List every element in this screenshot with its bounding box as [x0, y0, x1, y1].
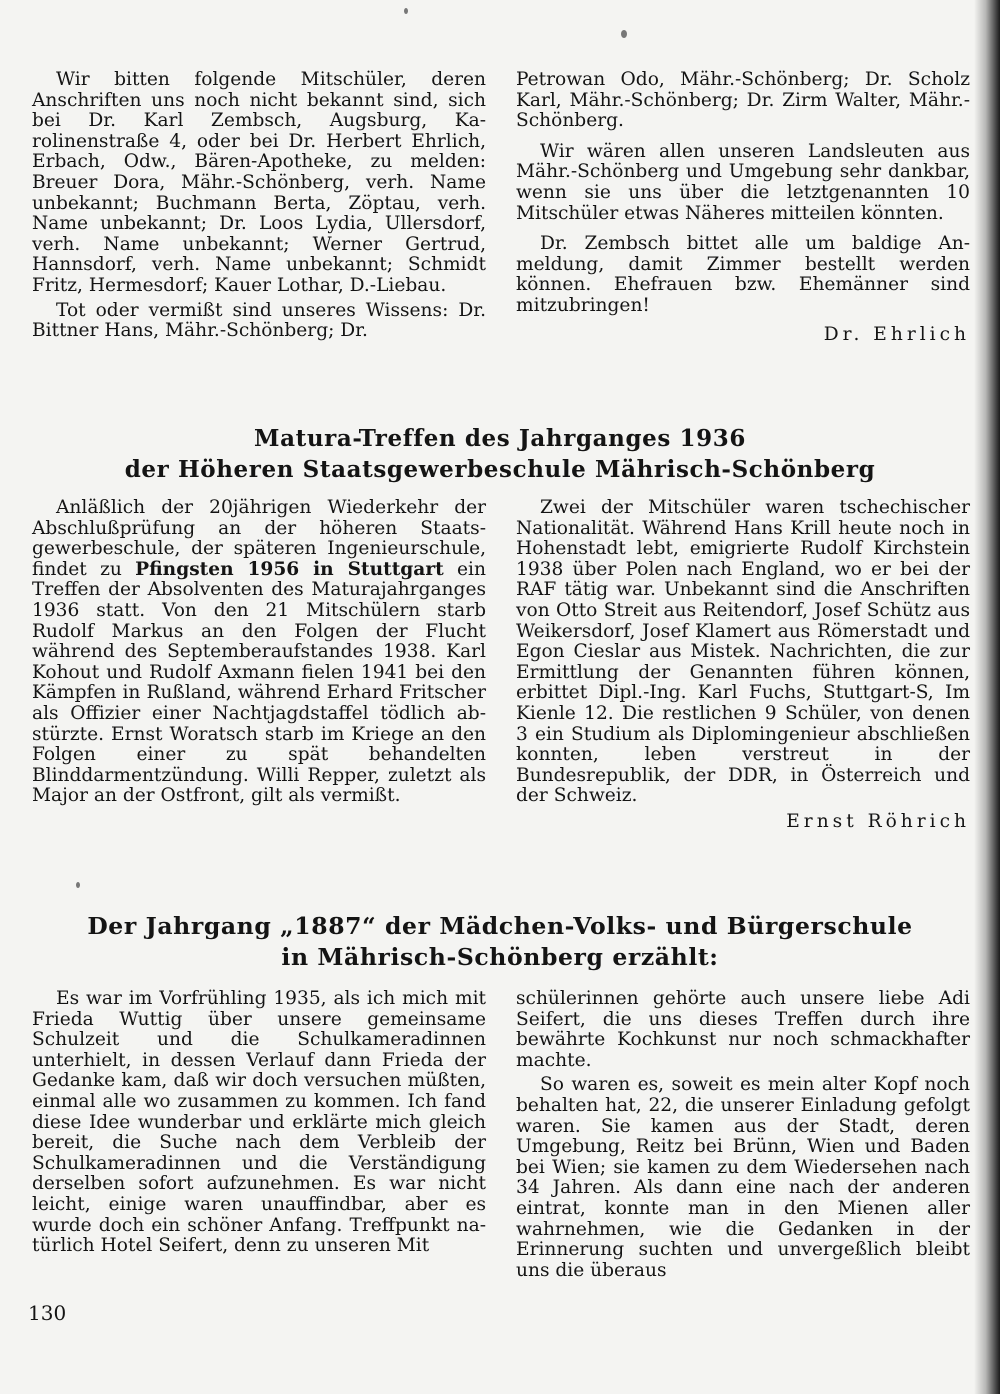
section3-right-column [516, 989, 970, 1281]
paragraph: schülerinnen gehörte auch unsere liebe Adi Seifert, die uns dieses Treffen durch ihre bewährte Kochkunst nur noch schmackhafter machte. [516, 988, 970, 1071]
heading-line: in Mährisch-Schönberg erzählt: [281, 943, 719, 971]
paragraph: So waren es, soweit es mein alter Kopf noch behalten hat, 22, die unserer Einladung gefolgt waren. Sie kamen aus der Stadt, deren Umgebung, Reitz bei Brünn, Wien und Baden bei Wien; sie kamen zu dem Wiedersehen nach 34 Jahren. Als dann eine nach der anderen eintrat, konnte man in den Mienen aller wahrnehmen, wie die Gedanken in der Erinnerung suchten und unvergeßlich bleibt uns die überaus [516, 1074, 970, 1281]
paragraph: Wir wären allen unseren Landsleuten aus Mähr.-Schönberg und Umgebung sehr dankbar, wenn sie uns über die letztgenannten 10 Mitschüler etwas Näheres mitteilen könnten. [516, 140, 970, 224]
signature: Dr. Ehrlich [823, 323, 970, 345]
page-number: 130 [28, 1301, 67, 1325]
text: ein Treffen der Absolventen des Maturajahrganges 1936 statt. Von den 21 Mitschülern starb Rudolf Markus an den Folgen der Flucht während des Septemberaufstandes 1938. Karl Kohout und Rudolf Axmann fielen 1941 bei den Kämpfen in Rußland, während Erhard Fritscher als Offizier einer Nachtjagdstaffel tödlich abstürzte. Ernst Woratsch starb im Kriege an den Folgen einer zu spät behandelten Blinddarmentzündung. Willi Repper, zuletzt als Major an der Ostfront, gilt als vermißt. [32, 558, 486, 807]
paragraph: Dr. Zembsch bittet alle um baldige Anmeldung, damit Zimmer bestellt werden können. Ehefrauen bzw. Ehemänner sind mitzubringen! [516, 233, 970, 316]
speck [76, 882, 80, 888]
section2-heading [30, 423, 970, 485]
speck [621, 30, 627, 38]
heading-line: Matura-Treffen des Jahrganges 1936 [254, 425, 746, 452]
heading-line: der Höheren Staatsgewerbeschule Mährisch-Schönberg [124, 456, 876, 483]
section2-right-column [516, 498, 970, 833]
paragraph: Petrowan Odo, Mähr.-Schönberg; Dr. Scholz Karl, Mähr.-Schönberg; Dr. Zirm Walter, Mähr.-Schönberg. [516, 69, 970, 132]
speck [404, 8, 408, 14]
section1-left-column [32, 70, 486, 342]
section2-left-column [32, 498, 486, 807]
emphasis-text: Pfingsten 1956 in Stuttgart [135, 558, 444, 580]
paragraph: Zwei der Mitschüler waren tschechischer Nationalität. Während Hans Krill heute noch in Hohenstadt lebt, emigrierte Rudolf Kirchstein 1938 über Polen nach England, wo er bei der RAF tätig war. Unbekannt sind die Anschriften von Otto Streit aus Reitendorf, Josef Schütz aus Weikersdorf, Josef Klamert aus Römerstadt und Egon Cieslar aus Mistek. Nachrichten, die zur Ermittlung der Genannten führen können, erbittet Dipl.-Ing. Karl Fuchs, Stuttgart-S, Im Kienle 12. Die restlichen 9 Schüler, von denen 3 ein Studium als Diplomingenieur abschließen konnten, leben verstreut in der Bundesrepublik, der DDR, in Österreich und der Schweiz. [516, 497, 970, 807]
paragraph: Es war im Vorfrühling 1935, als ich mich mit Frieda Wuttig über unsere gemeinsame Schulzeit und die Schulkameradinnen unterhielt, in dessen Verlauf dann Frieda der Gedanke kam, daß wir doch versuchen müßten, einmal alle wo zusammen zu kommen. Ich fand diese Idee wunderbar und erklärte mich gleich bereit, die Suche nach dem Verbleib der Schulkameradinnen und die Verständigung derselben sofort aufzunehmen. Es war nicht leicht, einige waren unauffindbar, aber es wurde doch ein schöner Anfang. Treffpunkt natürlich Hotel Seifert, denn zu unseren Mit [32, 988, 486, 1257]
heading-line: Der Jahrgang „1887“ der Mädchen-Volks- und Bürgerschule [87, 912, 913, 940]
signature: Ernst Röhrich [786, 810, 970, 832]
section3-heading [30, 911, 970, 973]
paragraph: Wir bitten folgende Mitschüler, deren Anschriften uns noch nicht bekannt sind, sich bei Dr. Karl Zembsch, Augsburg, Karolinenstraße 4, oder bei Dr. Herbert Ehrlich, Erbach, Odw., Bären-Apotheke, zu melden: Breuer Dora, Mähr.-Schönberg, verh. Name unbekannt; Buchmann Berta, Zöptau, verh. Name unbekannt; Dr. Loos Lydia, Ullersdorf, verh. Name unbekannt; Werner Gertrud, Hannsdorf, verh. Name unbekannt; Schmidt Fritz, Hermesdorf; Kauer Lothar, D.-Liebau. [32, 69, 486, 296]
section1-right-column [516, 70, 970, 345]
text: Anläßlich der 20jährigen Wiederkehr der Abschlußprüfung an der höheren Staatsgewerbeschule, der späteren Ingenieurschule, findet zu [32, 497, 486, 580]
paragraph [32, 498, 486, 807]
paragraph: Tot oder vermißt sind unseres Wissens: Dr. Bittner Hans, Mähr.-Schönberg; Dr. [32, 299, 486, 342]
page-edge-shadow [974, 0, 1000, 1394]
section3-left-column [32, 989, 486, 1257]
